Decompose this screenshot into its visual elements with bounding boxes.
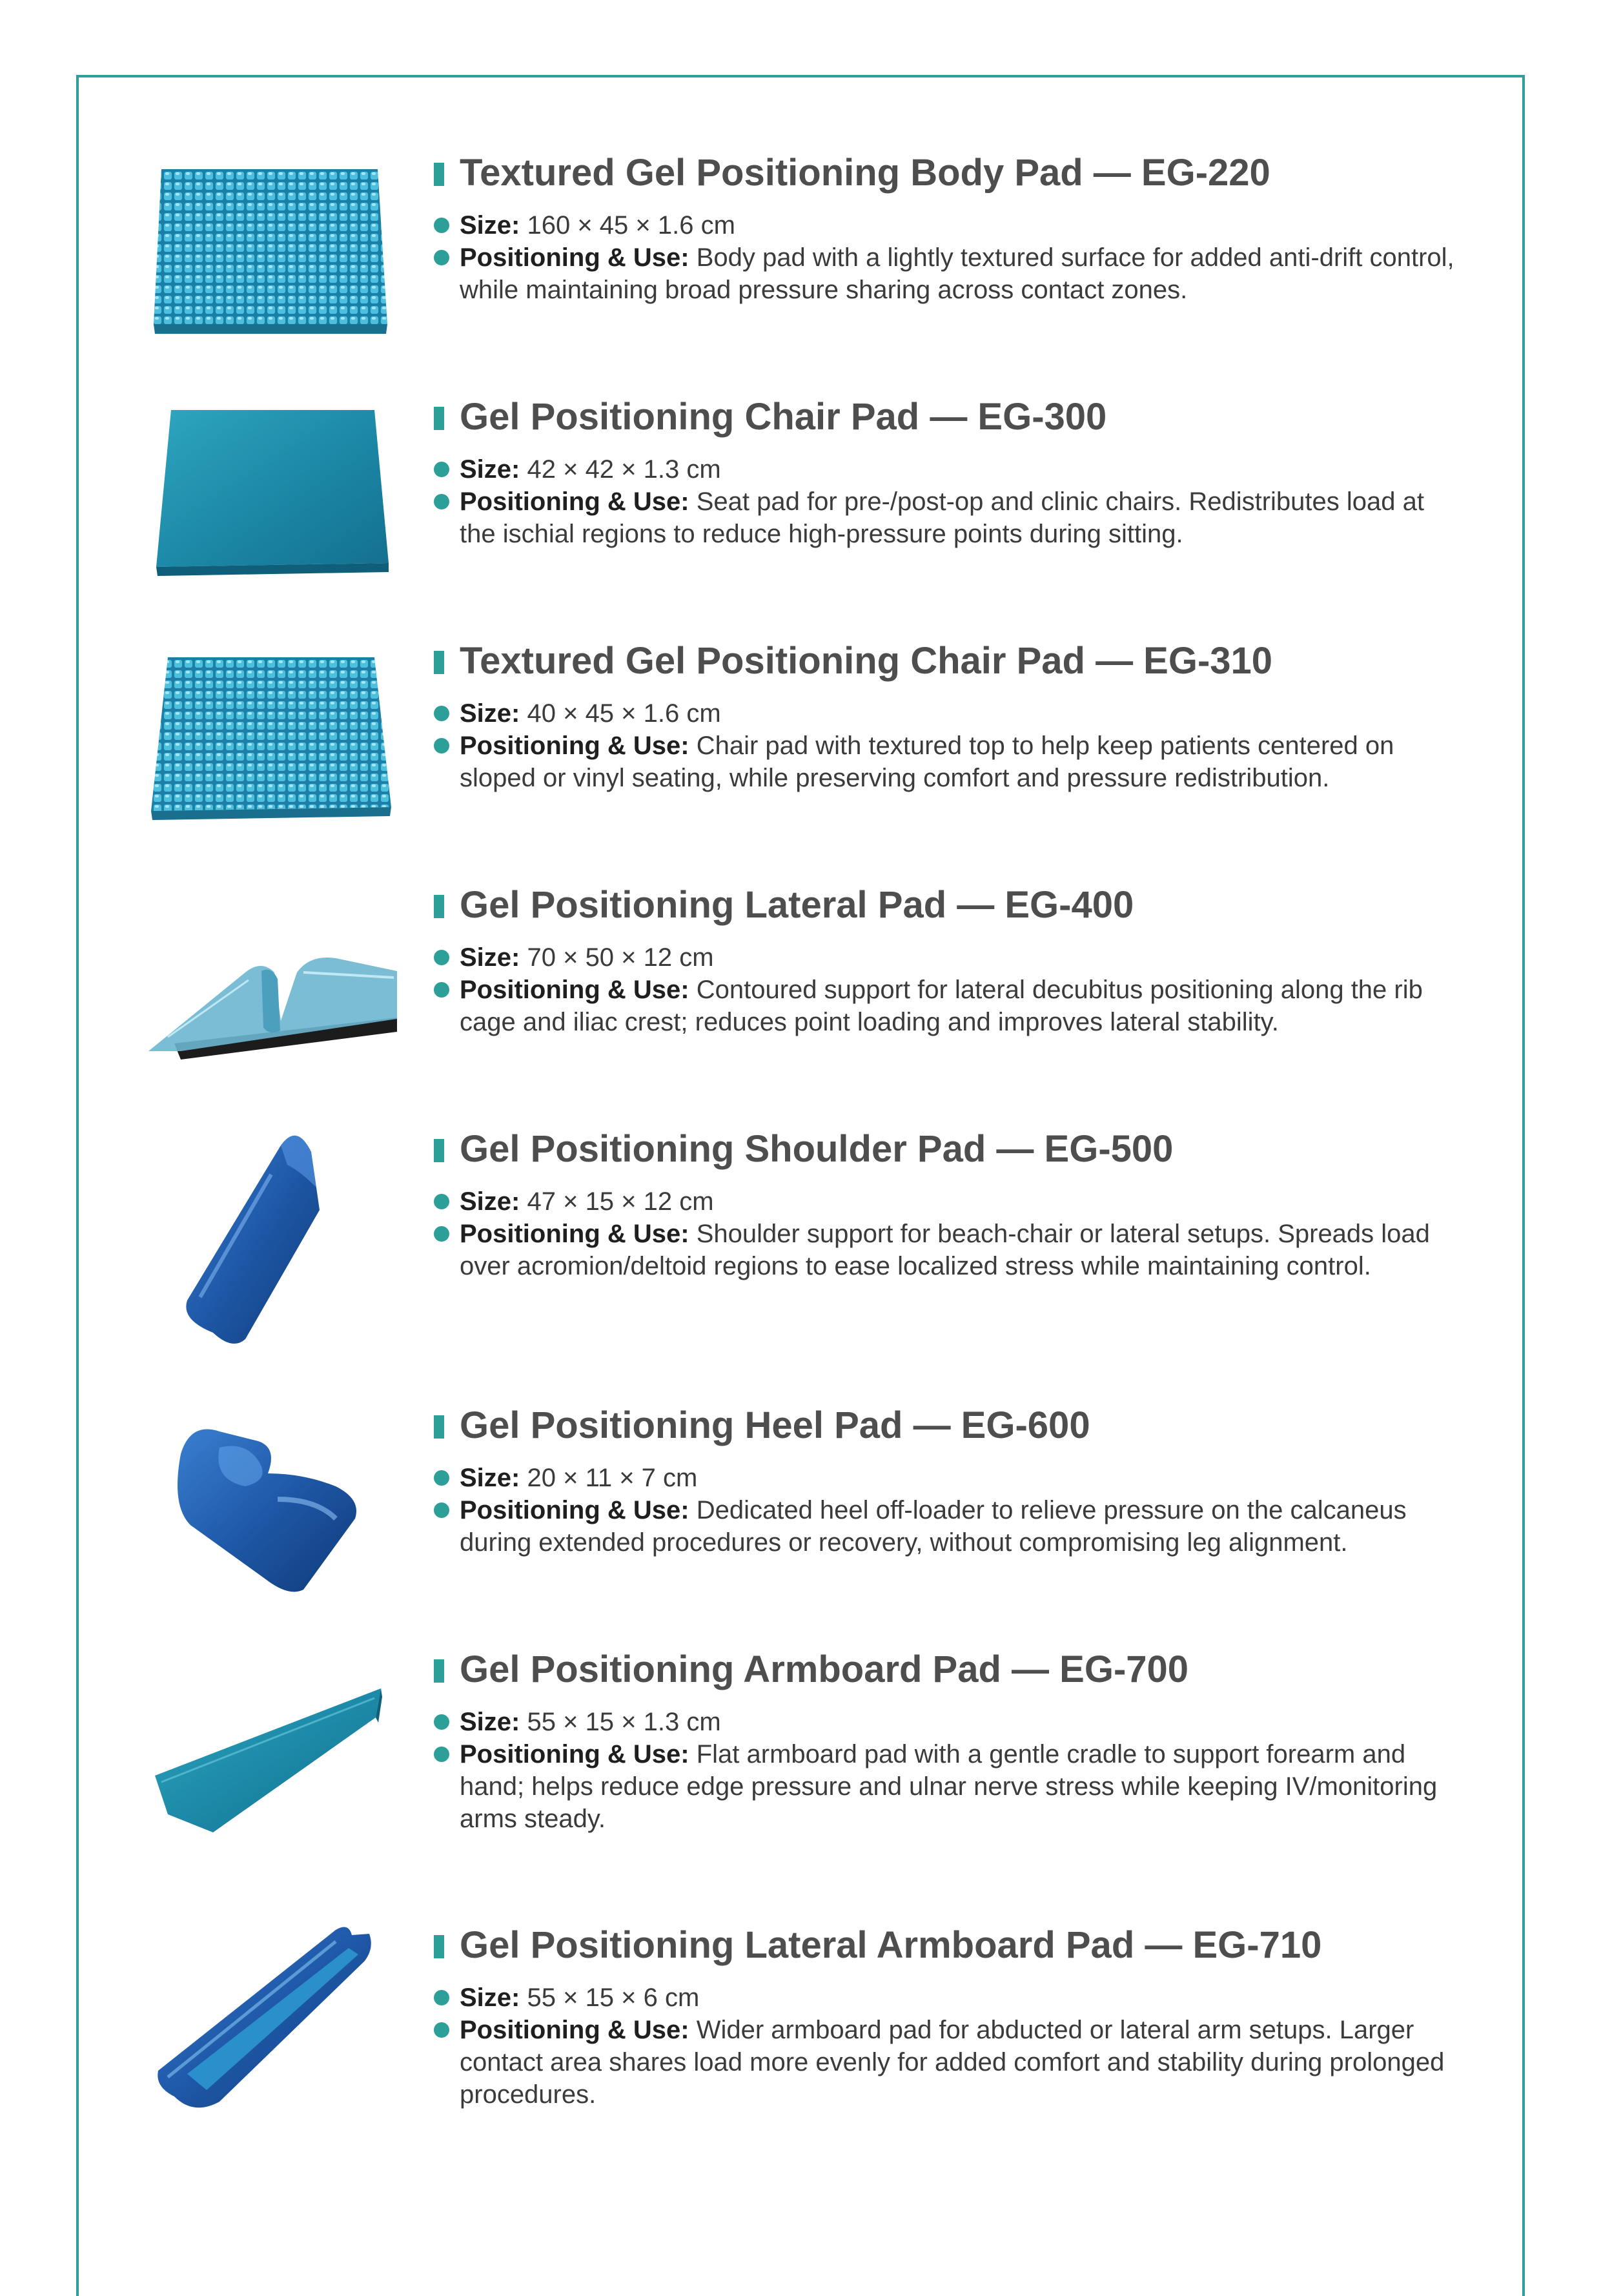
size-value: 55 × 15 × 1.3 cm [527, 1708, 721, 1736]
size-value: 40 × 45 × 1.6 cm [527, 699, 721, 728]
title-marker [434, 651, 444, 674]
use-description: Flat armboard pad with a gentle cradle to support forearm and hand; helps reduce edge pressure and ulnar nerve stress while keeping IV/monitoring arms steady. [460, 1740, 1438, 1833]
size-value: 47 × 15 × 12 cm [527, 1187, 714, 1216]
size-row: Size: 40 × 45 × 1.6 cm [431, 697, 1464, 730]
use-description: Wider armboard pad for abducted or lateral arm setups. Larger contact area shares load more evenly for added comfort and stability during prolonged procedures. [460, 2016, 1445, 2109]
use-row: Positioning & Use: Dedicated heel off-loader to relieve pressure on the calcaneus during extended procedures or recovery, without compromising leg alignment. [431, 1494, 1464, 1559]
bullet-icon [434, 1714, 449, 1730]
bullet-icon [434, 1470, 449, 1486]
product-title: Textured Gel Positioning Chair Pad — EG-310 [431, 638, 1464, 684]
use-row: Positioning & Use: Flat armboard pad with a gentle cradle to support forearm and hand; helps reduce edge pressure and ulnar nerve stress while keeping IV/monitoring arms steady. [431, 1738, 1464, 1835]
size-value: 20 × 11 × 7 cm [527, 1464, 698, 1492]
product-title: Textured Gel Positioning Body Pad — EG-220 [431, 150, 1464, 196]
bullet-icon [434, 2022, 449, 2038]
bullet-icon [434, 706, 449, 721]
use-row: Positioning & Use: Body pad with a lightly textured surface for added anti-drift control, while maintaining broad pressure sharing across contact zones. [431, 241, 1464, 306]
chair-pad-image [142, 394, 413, 588]
size-row: Size: 70 × 50 × 12 cm [431, 941, 1464, 974]
heel-pad-image [142, 1402, 413, 1596]
bullet-icon [434, 1502, 449, 1518]
product-title: Gel Positioning Lateral Pad — EG-400 [431, 882, 1464, 928]
size-row: Size: 160 × 45 × 1.6 cm [431, 209, 1464, 241]
title-marker [434, 1935, 444, 1958]
size-value: 70 × 50 × 12 cm [527, 943, 714, 972]
bullet-icon [434, 738, 449, 753]
bullet-icon [434, 218, 449, 233]
use-row: Positioning & Use: Contoured support for lateral decubitus positioning along the rib cage and iliac crest; reduces point loading and improves lateral stability. [431, 974, 1464, 1038]
use-row: Positioning & Use: Wider armboard pad for abducted or lateral arm setups. Larger contact area shares load more evenly for added comfort and stability during prolonged procedures. [431, 2014, 1464, 2111]
use-description: Dedicated heel off-loader to relieve pressure on the calcaneus during extended procedures or recovery, without compromising leg alignment. [460, 1496, 1407, 1557]
product-title: Gel Positioning Shoulder Pad — EG-500 [431, 1126, 1464, 1173]
textured-chair-pad-image [142, 638, 413, 832]
use-row: Positioning & Use: Shoulder support for beach-chair or lateral setups. Spreads load over acromion/deltoid regions to ease localized stress while maintaining control. [431, 1218, 1464, 1282]
bullet-icon [434, 1747, 449, 1762]
bullet-icon [434, 982, 449, 998]
use-description: Seat pad for pre-/post-op and clinic chairs. Redistributes load at the ischial regions to reduce high-pressure points during sitting. [460, 487, 1424, 548]
title-marker [434, 1415, 444, 1439]
textured-body-pad-image [142, 150, 413, 343]
bullet-icon [434, 494, 449, 509]
bullet-icon [434, 1226, 449, 1242]
title-marker [434, 895, 444, 918]
lateral-pad-image [142, 882, 413, 1076]
size-value: 55 × 15 × 6 cm [527, 1983, 700, 2012]
armboard-pad-image [142, 1646, 413, 1840]
title-marker [434, 1139, 444, 1162]
bullet-icon [434, 250, 449, 265]
size-row: Size: 55 × 15 × 1.3 cm [431, 1706, 1464, 1738]
use-description: Contoured support for lateral decubitus positioning along the rib cage and iliac crest; reduces point loading and improves lateral stability. [460, 976, 1423, 1036]
size-value: 160 × 45 × 1.6 cm [527, 211, 735, 240]
title-marker [434, 1659, 444, 1683]
use-description: Body pad with a lightly textured surface for added anti-drift control, while maintaining broad pressure sharing across contact zones. [460, 243, 1454, 304]
size-row: Size: 42 × 42 × 1.3 cm [431, 453, 1464, 486]
size-value: 42 × 42 × 1.3 cm [527, 455, 721, 484]
shoulder-pad-image [142, 1126, 413, 1352]
bullet-icon [434, 1194, 449, 1209]
size-row: Size: 47 × 15 × 12 cm [431, 1185, 1464, 1218]
bullet-icon [434, 950, 449, 965]
product-title: Gel Positioning Armboard Pad — EG-700 [431, 1646, 1464, 1693]
title-marker [434, 163, 444, 186]
product-title: Gel Positioning Chair Pad — EG-300 [431, 394, 1464, 440]
use-row: Positioning & Use: Chair pad with textured top to help keep patients centered on sloped or vinyl seating, while preserving comfort and pressure redistribution. [431, 730, 1464, 794]
title-marker [434, 407, 444, 430]
size-row: Size: 20 × 11 × 7 cm [431, 1462, 1464, 1494]
use-description: Shoulder support for beach-chair or lateral setups. Spreads load over acromion/deltoid regions to ease localized stress while maintaining control. [460, 1220, 1430, 1280]
product-title: Gel Positioning Lateral Armboard Pad — EG-710 [431, 1922, 1464, 1969]
use-row: Positioning & Use: Seat pad for pre-/post-op and clinic chairs. Redistributes load at the ischial regions to reduce high-pressure points during sitting. [431, 486, 1464, 550]
product-title: Gel Positioning Heel Pad — EG-600 [431, 1402, 1464, 1449]
size-row: Size: 55 × 15 × 6 cm [431, 1982, 1464, 2014]
use-description: Chair pad with textured top to help keep patients centered on sloped or vinyl seating, while preserving comfort and pressure redistribution. [460, 732, 1394, 792]
bullet-icon [434, 1990, 449, 2005]
bullet-icon [434, 462, 449, 477]
lateral-armboard-pad-image [142, 1922, 413, 2116]
